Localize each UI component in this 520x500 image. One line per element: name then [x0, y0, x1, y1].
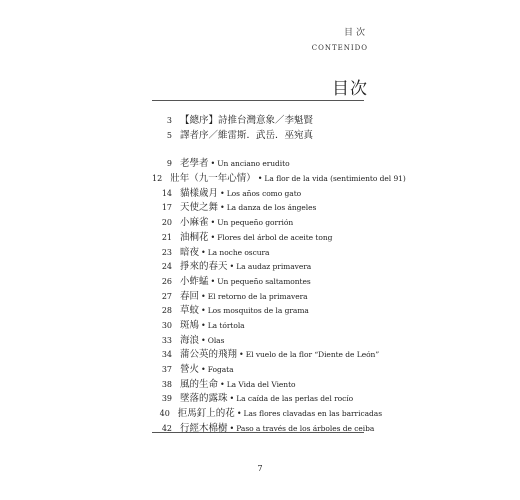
toc-entry — [152, 332, 382, 347]
entry-page-number: 20 — [161, 218, 172, 228]
entry-page-number: 27 — [161, 291, 172, 301]
page-number: 7 — [257, 464, 263, 473]
running-head-chinese: 目次 — [343, 28, 368, 38]
toc-entry — [152, 346, 382, 361]
entry-title-spanish: Paso a través de los árboles de ceiba — [236, 423, 375, 433]
entry-title — [180, 361, 234, 375]
entry-separator-dot: • — [210, 232, 216, 242]
entry-title-spanish: Un pequeño saltamontes — [217, 276, 311, 286]
entry-title-spanish: Las flores clavadas en las barricadas — [243, 409, 382, 419]
entry-title-spanish: Fogata — [207, 365, 234, 374]
entry-title-spanish: La flor de la vida (sentimiento del 91) — [264, 174, 406, 184]
entry-page-number: 9 — [166, 159, 172, 169]
entry-title — [180, 346, 379, 360]
top-rule — [152, 100, 364, 101]
entry-title-spanish: Los mosquitos de la grama — [207, 306, 309, 316]
entry-page-number: 26 — [161, 276, 172, 286]
entry-title — [170, 170, 406, 184]
entry-page-number: 34 — [161, 350, 172, 360]
entry-separator-dot: • — [210, 159, 216, 169]
entry-title-chinese: 小蚱蜢 — [180, 275, 209, 287]
entry-separator-dot: • — [201, 320, 206, 330]
entry-separator-dot: • — [220, 203, 225, 213]
entry-title-spanish: La danza de los ángeles — [226, 203, 317, 213]
entry-separator-dot: • — [210, 276, 216, 286]
entry-page-number: 14 — [161, 188, 172, 198]
entry-title-chinese: 老學者 — [180, 158, 209, 170]
entry-title — [180, 390, 353, 404]
entry-title — [180, 214, 293, 228]
entry-separator-dot: • — [257, 174, 263, 184]
entry-page-number: 40 — [159, 409, 170, 419]
running-head — [312, 26, 368, 56]
entry-page-number: 21 — [161, 232, 172, 242]
entry-title — [180, 332, 224, 346]
entry-title — [180, 229, 332, 243]
entry-separator-dot: • — [220, 188, 225, 198]
entry-title-chinese: 小麻雀 — [180, 217, 209, 229]
toc-entry — [152, 361, 382, 376]
entry-page-number: 30 — [161, 320, 172, 330]
entry-title-spanish: La caída de las perlas del rocío — [236, 394, 354, 404]
entry-title-chinese: 行經木棉樹 — [180, 422, 228, 434]
entry-title-chinese: 暗夜 — [180, 246, 200, 258]
toc-entry — [152, 112, 382, 127]
toc-entry — [152, 185, 382, 200]
entry-page-number: 24 — [161, 262, 172, 272]
toc-entry — [152, 390, 382, 405]
entry-separator-dot: • — [201, 306, 206, 316]
entry-title — [180, 127, 313, 141]
entry-page-number: 38 — [161, 379, 172, 389]
entry-title — [180, 112, 313, 126]
entry-page-number: 33 — [161, 335, 172, 345]
entry-page-number: 42 — [161, 423, 172, 433]
entry-separator-dot: • — [201, 291, 206, 301]
entry-page-number: 37 — [161, 365, 172, 374]
entry-page-number: 28 — [161, 306, 172, 316]
entry-title-spanish: La Vida del Viento — [226, 379, 296, 389]
toc-entry — [152, 302, 382, 317]
entry-title-chinese: 海浪 — [180, 334, 200, 346]
entry-title-spanish: La tórtola — [207, 320, 245, 330]
entry-title-chinese: 譯者序／維雷斯．武岳．巫宛真 — [180, 129, 314, 141]
entry-page-number: 3 — [166, 116, 172, 125]
entry-separator-dot: • — [236, 409, 242, 419]
toc-entry — [152, 199, 382, 214]
entry-title — [178, 405, 382, 419]
toc-entry — [152, 244, 382, 259]
entry-title-spanish: Flores del árbol de aceite tong — [217, 232, 333, 242]
entry-separator-dot: • — [229, 423, 235, 433]
entry-title — [180, 317, 245, 331]
toc-entry — [152, 155, 382, 170]
entry-title — [180, 302, 309, 316]
entry-separator-dot: • — [229, 262, 235, 272]
running-head-spanish: CONTENIDO — [311, 44, 368, 52]
entry-title-spanish: La audaz primavera — [236, 262, 312, 272]
bottom-rule — [152, 432, 364, 433]
toc-entry — [152, 288, 382, 303]
entry-page-number: 17 — [161, 203, 172, 213]
entry-title-chinese: 斑鳩 — [180, 319, 200, 331]
entry-title-chinese: 貓樣歲月 — [180, 187, 219, 199]
toc-entry — [152, 273, 382, 288]
entry-title — [180, 244, 269, 258]
entry-separator-dot: • — [201, 335, 206, 345]
toc-entry — [152, 170, 406, 185]
toc-entry — [152, 376, 382, 391]
toc-list — [152, 112, 406, 434]
entry-title-chinese: 掙來的春天 — [180, 261, 228, 273]
entry-page-number: 12 — [152, 174, 163, 184]
toc-entry — [152, 405, 382, 420]
entry-title-chinese: 油桐花 — [180, 231, 209, 243]
entry-title — [180, 199, 316, 213]
toc-entry — [152, 229, 382, 244]
toc-title: 目次 — [332, 79, 368, 99]
entry-separator-dot: • — [210, 218, 216, 228]
entry-title — [180, 288, 308, 302]
entry-separator-dot: • — [239, 350, 244, 360]
entry-title-chinese: 草蚊 — [180, 305, 200, 317]
entry-separator-dot: • — [220, 379, 225, 389]
entry-title-spanish: Un anciano erudito — [217, 159, 290, 169]
entry-title-spanish: Olas — [207, 335, 225, 345]
entry-title — [180, 258, 311, 272]
entry-title-chinese: 營火 — [180, 364, 200, 375]
entry-title-chinese: 天使之舞 — [180, 202, 219, 214]
entry-page-number: 23 — [161, 247, 172, 257]
entry-title — [180, 185, 301, 199]
entry-title-chinese: 風的生命 — [180, 378, 219, 390]
entry-separator-dot: • — [229, 394, 235, 404]
entry-title-chinese: 【總序】詩推台灣意象／李魁賢 — [180, 115, 314, 126]
toc-entry — [152, 258, 382, 273]
entry-title-spanish: Los años como gato — [226, 188, 302, 198]
entry-title-chinese: 蒲公英的飛翔 — [180, 349, 238, 361]
entry-title-spanish: La noche oscura — [207, 247, 270, 257]
entry-title — [180, 273, 311, 287]
entry-title-chinese: 拒馬釘上的花 — [177, 408, 235, 420]
toc-entry — [152, 127, 382, 142]
entry-title-spanish: El vuelo de la flor “Diente de León” — [245, 350, 380, 360]
entry-title-chinese: 墜落的露珠 — [180, 393, 228, 405]
entry-title-spanish: Un pequeño gorrión — [217, 218, 294, 228]
entry-separator-dot: • — [201, 365, 206, 374]
toc-entry — [152, 214, 382, 229]
entry-title — [180, 155, 290, 169]
entry-separator-dot: • — [201, 247, 206, 257]
entry-page-number: 39 — [161, 394, 172, 404]
entry-title-spanish: El retorno de la primavera — [207, 291, 308, 301]
entry-page-number: 5 — [166, 130, 172, 140]
entry-title-chinese: 春回 — [180, 290, 200, 302]
entry-title-chinese: 壯年（九一年心情） — [170, 173, 256, 185]
toc-entry — [152, 317, 382, 332]
entry-title — [180, 376, 296, 390]
